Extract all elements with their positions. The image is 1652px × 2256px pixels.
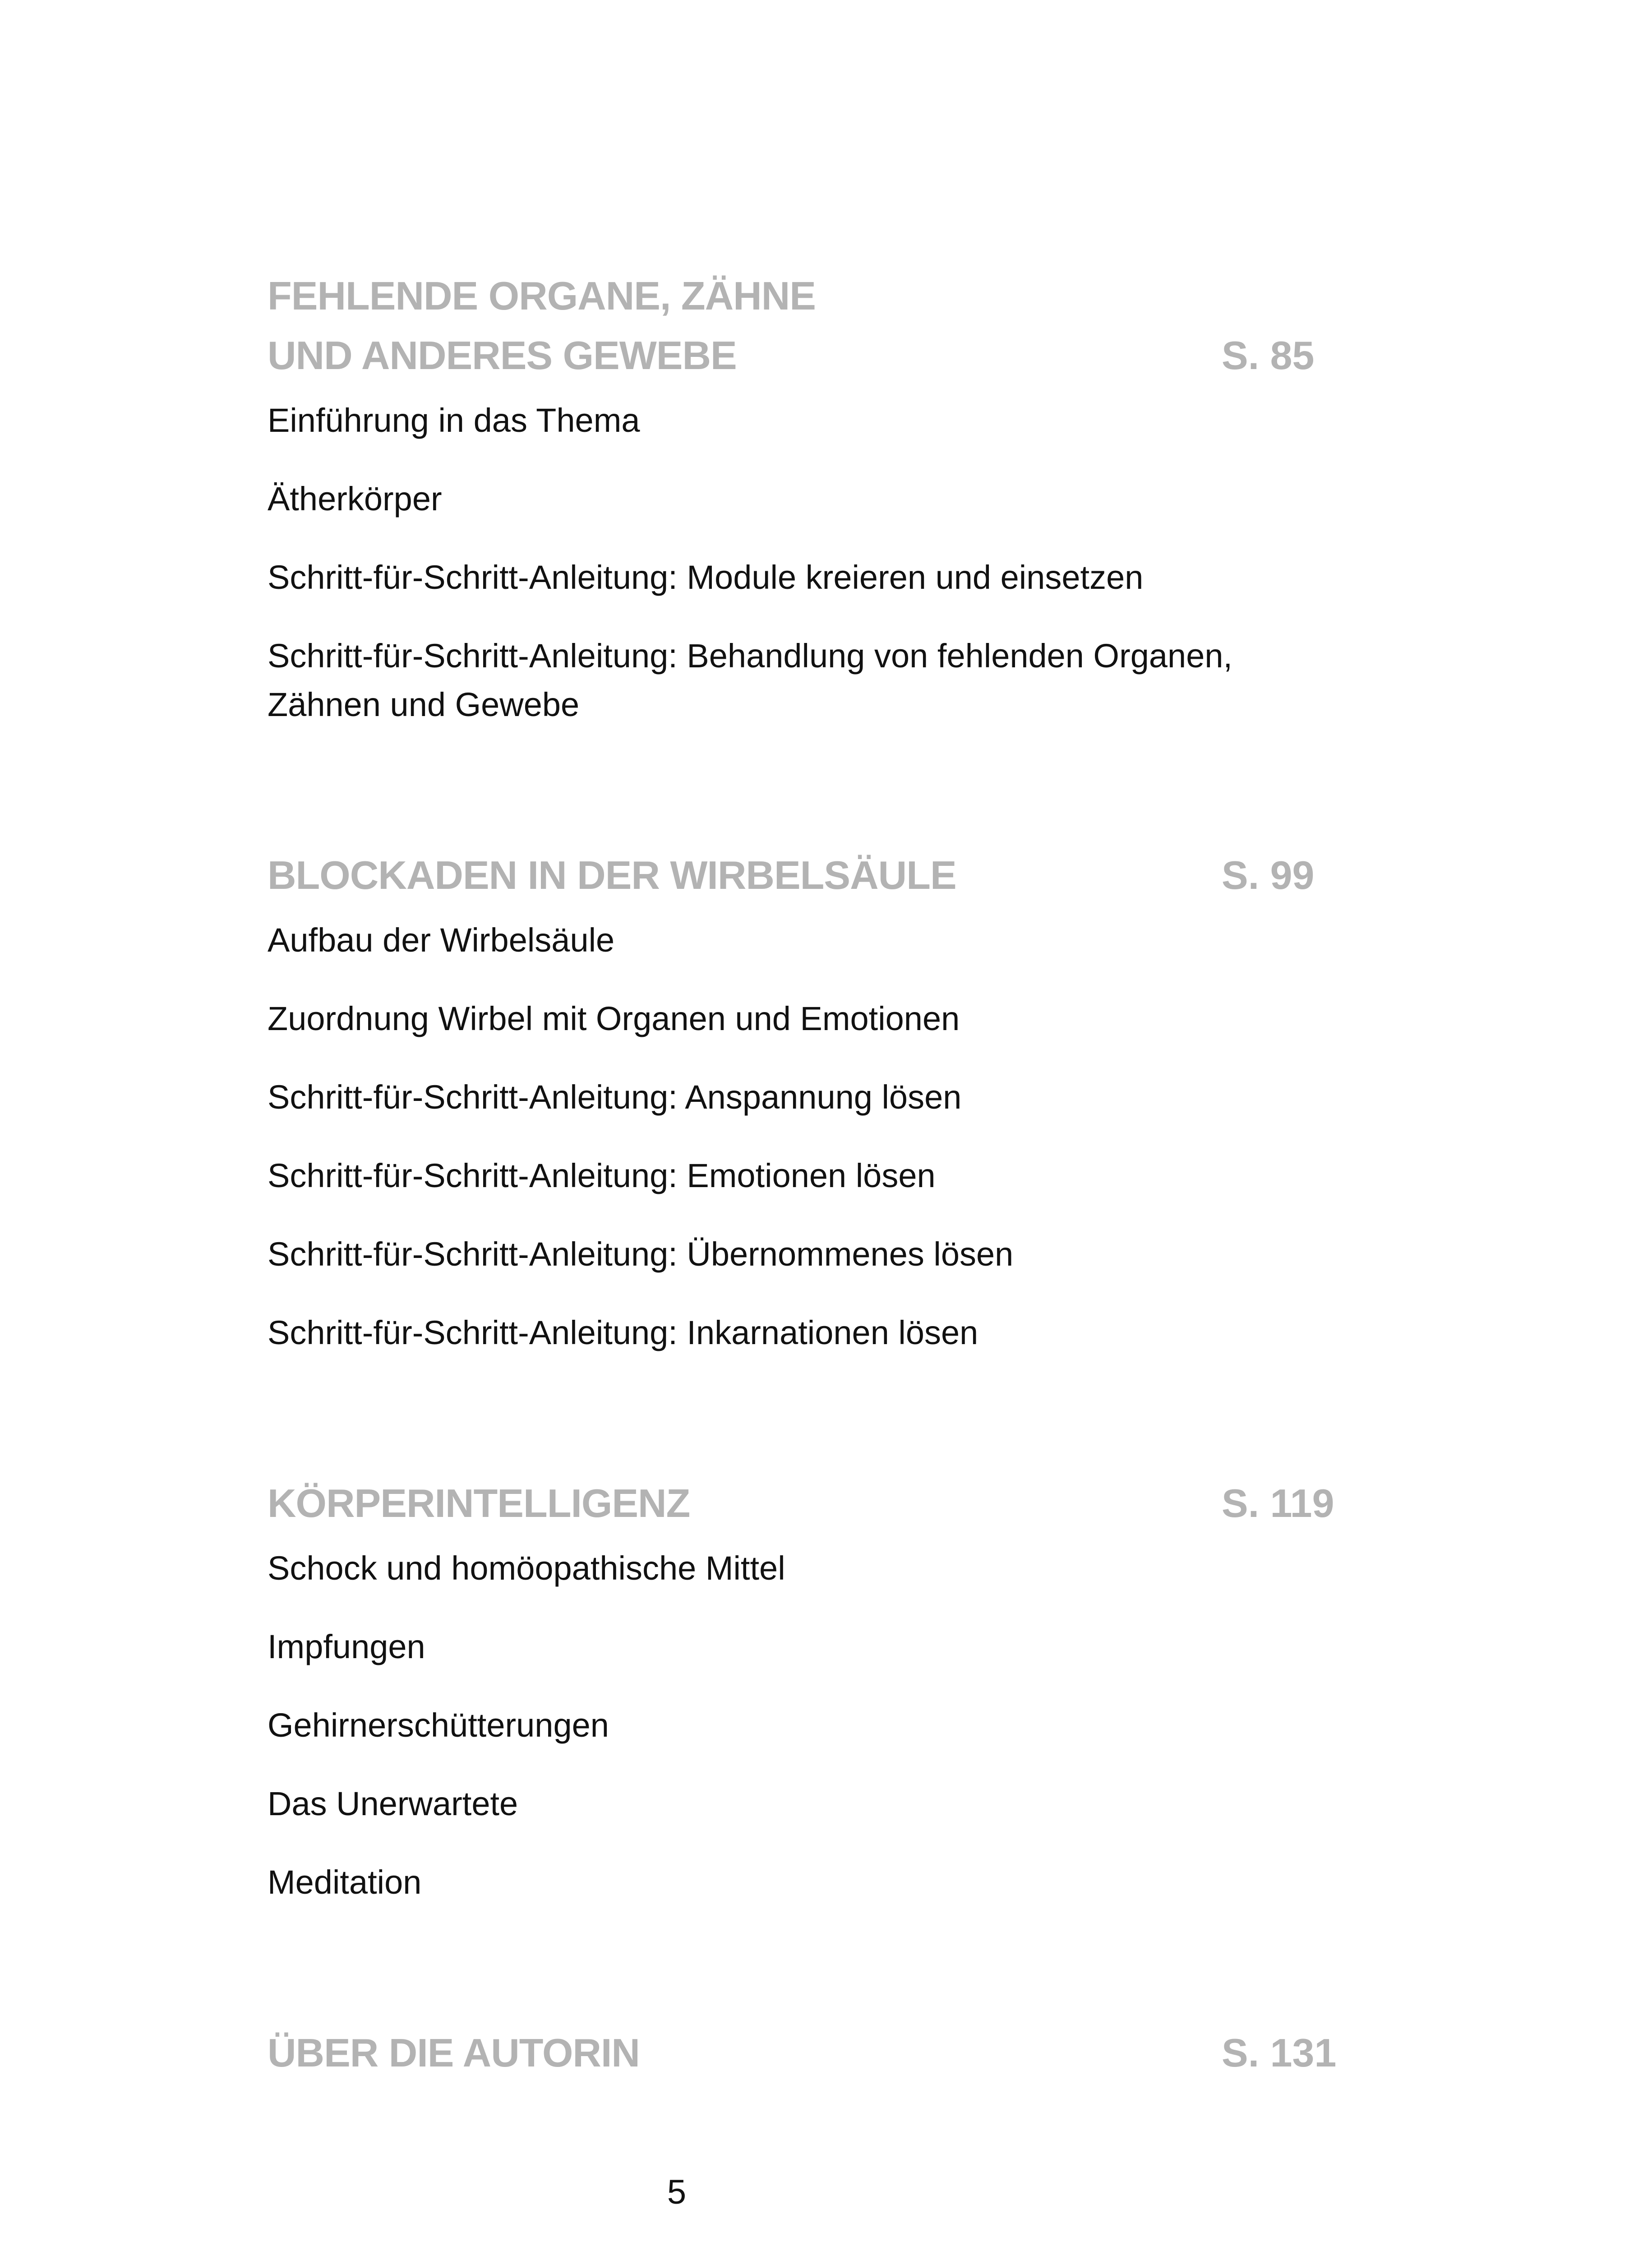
toc-entry: Das Unerwartete	[268, 1785, 518, 1822]
page-number: 5	[667, 2173, 687, 2211]
toc-entry: Impfungen	[268, 1628, 425, 1665]
section-items	[268, 396, 1395, 729]
section-page-ref: S. 119	[1222, 1481, 1334, 1526]
section-heading-line: FEHLENDE ORGANE, ZÄHNE	[268, 273, 816, 318]
toc-entry: Ätherkörper	[268, 480, 442, 518]
toc-entry: Schritt-für-Schritt-Anleitung: Anspannung lösen	[268, 1078, 962, 1116]
section-heading-row	[268, 2023, 1395, 2083]
section-heading-row	[268, 1474, 1395, 1533]
toc-entry: Aufbau der Wirbelsäule	[268, 921, 615, 959]
toc-entry: Gehirnerschütterungen	[268, 1706, 609, 1744]
toc-entry: Schritt-für-Schritt-Anleitung: Inkarnationen lösen	[268, 1314, 978, 1351]
section-page-ref: S. 131	[1222, 2030, 1337, 2075]
toc-entry: Schritt-für-Schritt-Anleitung: Emotionen lösen	[268, 1157, 936, 1194]
table-of-contents	[268, 266, 1395, 2083]
section-heading-line: KÖRPERINTELLIGENZ	[268, 1481, 690, 1526]
toc-entry: Zuordnung Wirbel mit Organen und Emotionen	[268, 1000, 960, 1037]
toc-entry: Meditation	[268, 1863, 422, 1901]
toc-entry: Schritt-für-Schritt-Anleitung: Behandlung von fehlenden Organen, Zähnen und Gewebe	[268, 637, 1233, 723]
section-heading-row	[268, 266, 1395, 385]
toc-entry: Schritt-für-Schritt-Anleitung: Module kreieren und einsetzen	[268, 559, 1144, 596]
section-heading-line: ÜBER DIE AUTORIN	[268, 2030, 640, 2075]
section-items	[268, 916, 1395, 1357]
toc-entry: Schritt-für-Schritt-Anleitung: Übernommenes lösen	[268, 1235, 1014, 1273]
section-page-ref: S. 85	[1222, 333, 1315, 378]
toc-section	[268, 1474, 1395, 1907]
toc-section	[268, 266, 1395, 729]
toc-entry: Schock und homöopathische Mittel	[268, 1549, 785, 1587]
toc-section	[268, 846, 1395, 1357]
section-heading-line: UND ANDERES GEWEBE	[268, 333, 737, 378]
toc-entry: Einführung in das Thema	[268, 402, 640, 439]
section-heading-row	[268, 846, 1395, 905]
section-heading-line: BLOCKADEN IN DER WIRBELSÄULE	[268, 853, 956, 897]
section-page-ref: S. 99	[1222, 853, 1315, 897]
toc-section	[268, 2023, 1395, 2083]
section-items	[268, 1544, 1395, 1907]
